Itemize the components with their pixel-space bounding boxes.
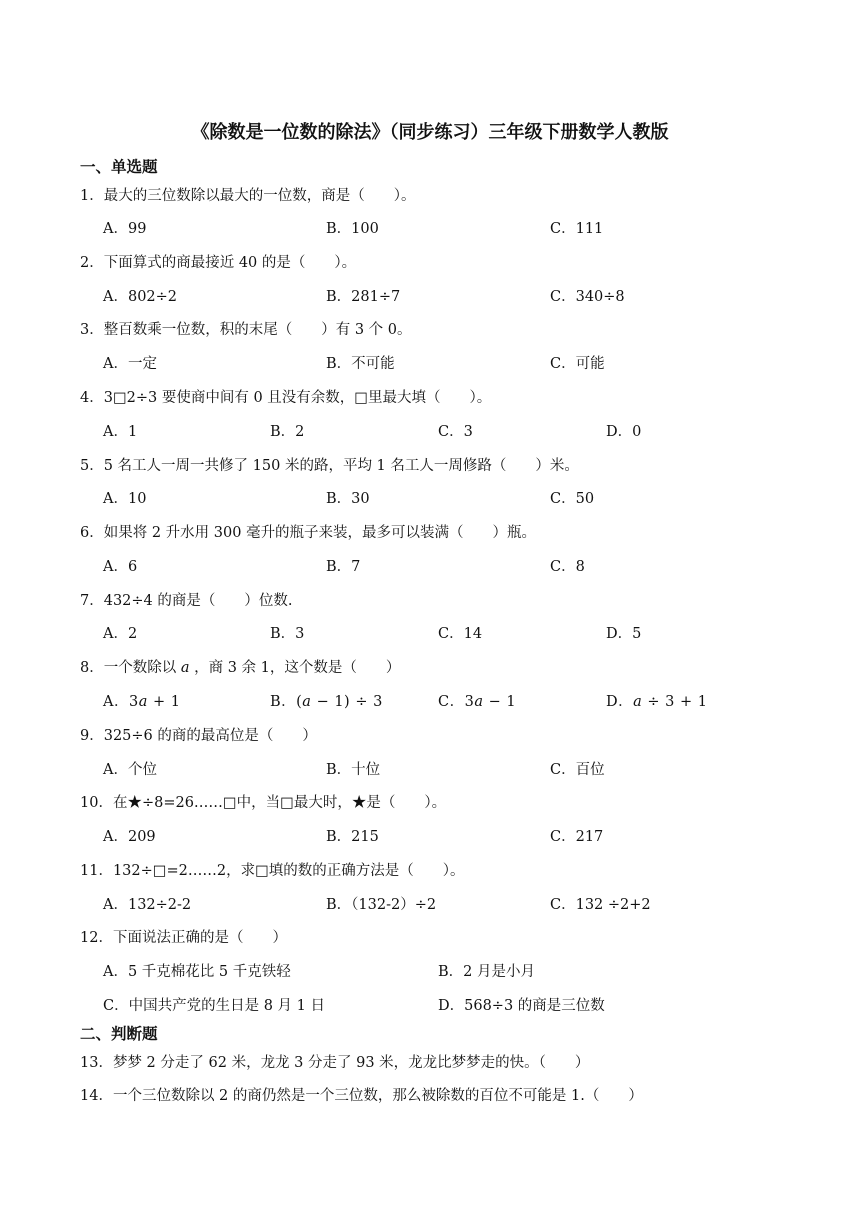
option-a[interactable]: A．99 — [103, 221, 147, 237]
option-b[interactable]: B．2 月是小月 — [438, 964, 535, 980]
option-c[interactable]: C．可能 — [550, 356, 605, 372]
section-heading-single-choice: 一、单选题 — [80, 158, 158, 176]
section-heading-true-false: 二、判断题 — [80, 1025, 158, 1043]
question-2: 2．下面算式的商最接近 40 的是（ ）。 — [80, 255, 357, 271]
question-8: 8．一个数除以 𝑎 ，商 3 余 1，这个数是（ ） — [80, 660, 401, 676]
option-b[interactable]: B．215 — [326, 829, 379, 845]
question-14: 14．一个三位数除以 2 的商仍然是一个三位数，那么被除数的百位不可能是 1.（ ） — [80, 1088, 643, 1104]
option-b[interactable]: B．281÷7 — [326, 289, 401, 305]
option-d[interactable]: D．𝑎 ÷ 3 + 1 — [606, 694, 708, 710]
question-6: 6．如果将 2 升水用 300 毫升的瓶子来装，最多可以装满（ ）瓶。 — [80, 525, 537, 541]
option-b[interactable]: B．7 — [326, 559, 361, 575]
option-a[interactable]: A．2 — [103, 626, 138, 642]
question-13: 13．梦梦 2 分走了 62 米，龙龙 3 分走了 93 米，龙龙比梦梦走的快。（ ） — [80, 1055, 590, 1071]
option-b[interactable]: B．30 — [326, 491, 370, 507]
option-c[interactable]: C．340÷8 — [550, 289, 625, 305]
question-1: 1．最大的三位数除以最大的一位数，商是（ ）。 — [80, 188, 416, 204]
question-7: 7．432÷4 的商是（ ）位数. — [80, 593, 293, 609]
option-b[interactable]: B．2 — [270, 424, 305, 440]
option-c[interactable]: C．3 — [438, 424, 473, 440]
option-c[interactable]: C．217 — [550, 829, 604, 845]
option-a[interactable]: A．10 — [103, 491, 147, 507]
option-b[interactable]: B．(𝑎 − 1) ÷ 3 — [270, 694, 383, 710]
option-c[interactable]: C．50 — [550, 491, 595, 507]
question-4: 4．3□2÷3 要使商中间有 0 且没有余数，□里最大填（ ）。 — [80, 390, 492, 406]
option-a[interactable]: A．5 千克棉花比 5 千克铁轻 — [103, 964, 291, 980]
option-c[interactable]: C．132 ÷2+2 — [550, 897, 651, 913]
question-3: 3．整百数乘一位数，积的末尾（ ）有 3 个 0。 — [80, 322, 412, 338]
option-c[interactable]: C．14 — [438, 626, 483, 642]
option-c[interactable]: C．3𝑎 − 1 — [438, 694, 517, 710]
option-c[interactable]: C．111 — [550, 221, 604, 237]
option-b[interactable]: B．（132-2）÷2 — [326, 897, 437, 913]
question-9: 9．325÷6 的商的最高位是（ ） — [80, 728, 317, 744]
option-a[interactable]: A．802÷2 — [103, 289, 178, 305]
option-a[interactable]: A．6 — [103, 559, 138, 575]
question-11: 11．132÷□=2……2，求□填的数的正确方法是（ ）。 — [80, 863, 465, 879]
question-5: 5．5 名工人一周一共修了 150 米的路，平均 1 名工人一周修路（ ）米。 — [80, 458, 579, 474]
option-a[interactable]: A．132÷2-2 — [103, 897, 192, 913]
option-c[interactable]: C．百位 — [550, 762, 605, 778]
page-title: 《除数是一位数的除法》（同步练习）三年级下册数学人教版 — [191, 122, 669, 143]
option-a[interactable]: A．3𝑎 + 1 — [103, 694, 181, 710]
option-b[interactable]: B．3 — [270, 626, 305, 642]
option-a[interactable]: A．209 — [103, 829, 156, 845]
option-b[interactable]: B．不可能 — [326, 356, 395, 372]
question-12: 12．下面说法正确的是（ ） — [80, 930, 287, 946]
question-10: 10．在★÷8=26……□中，当□最大时，★是（ ）。 — [80, 795, 447, 811]
option-d[interactable]: D．5 — [606, 626, 642, 642]
option-c[interactable]: C．8 — [550, 559, 585, 575]
option-c[interactable]: C．中国共产党的生日是 8 月 1 日 — [103, 998, 325, 1014]
option-a[interactable]: A．1 — [103, 424, 138, 440]
option-a[interactable]: A．一定 — [103, 356, 157, 372]
option-b[interactable]: B．100 — [326, 221, 379, 237]
option-b[interactable]: B．十位 — [326, 762, 381, 778]
option-a[interactable]: A．个位 — [103, 762, 157, 778]
option-d[interactable]: D．568÷3 的商是三位数 — [438, 998, 605, 1014]
option-d[interactable]: D．0 — [606, 424, 642, 440]
